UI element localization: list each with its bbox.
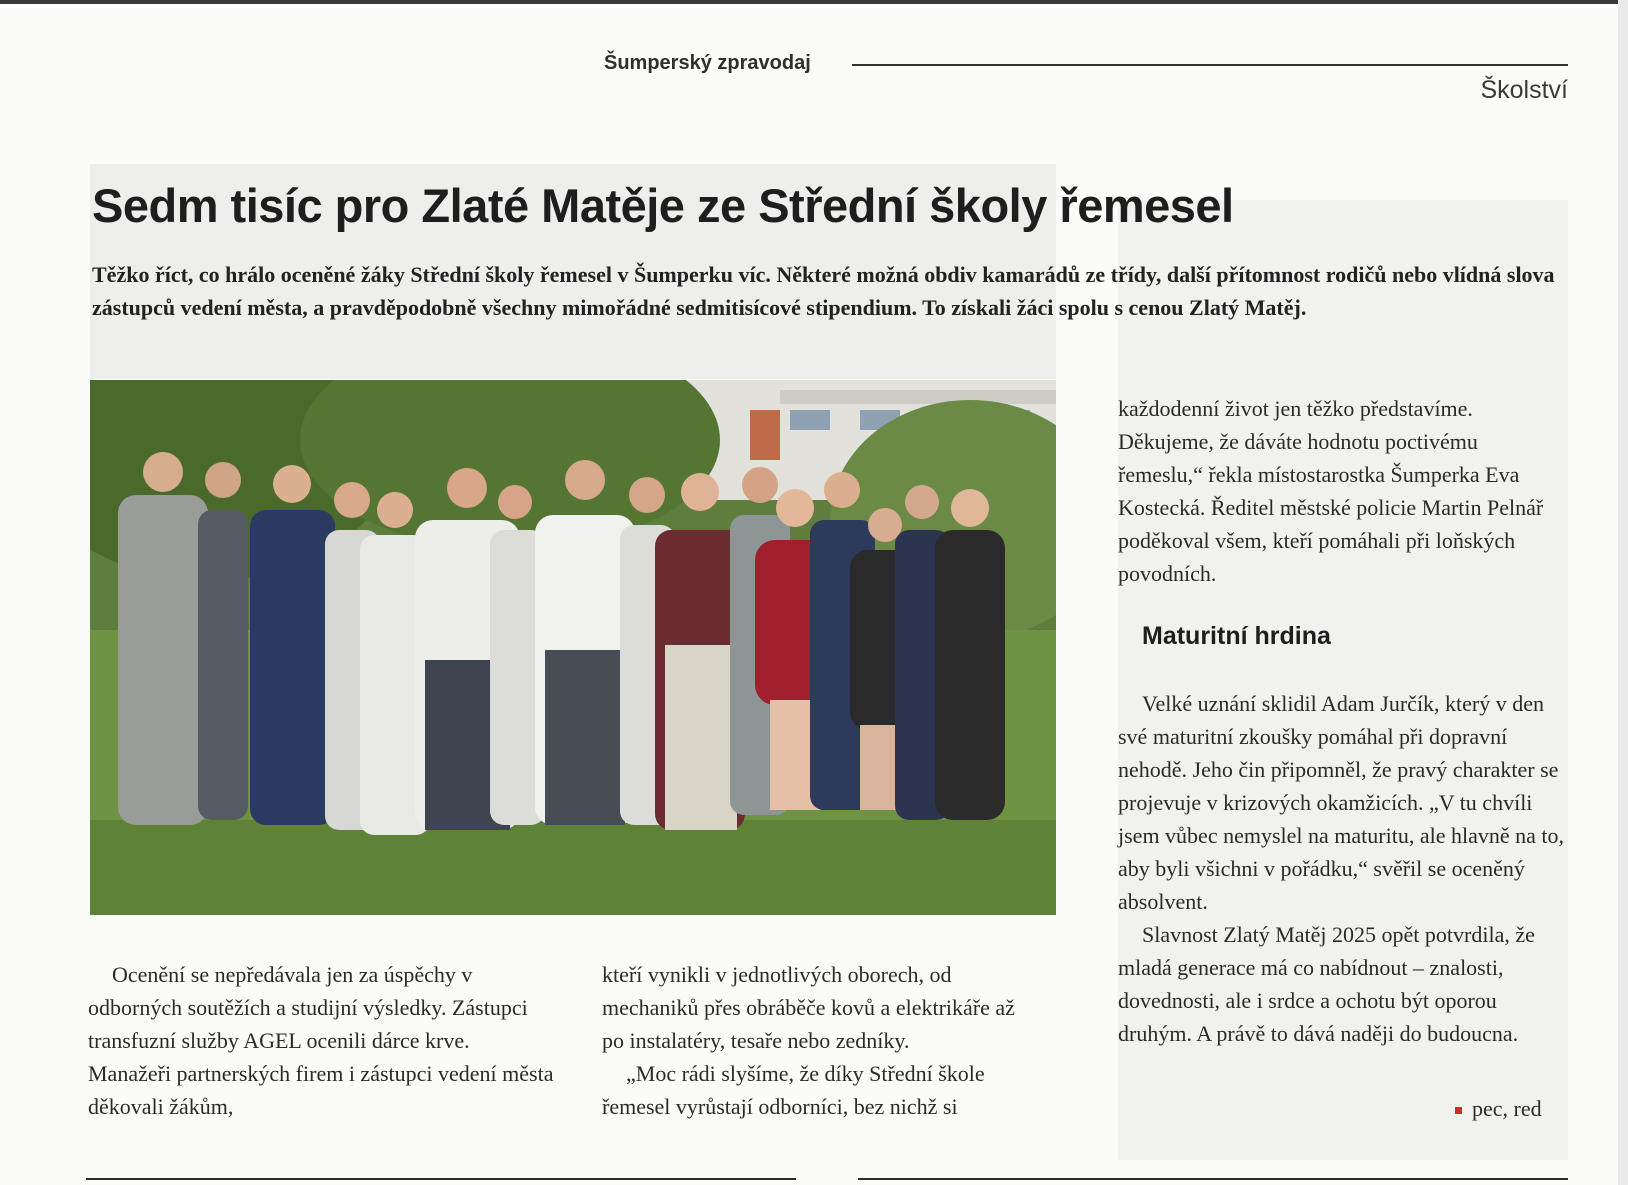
group-photo (90, 380, 1056, 915)
column-3-paragraph-3: Slavnost Zlatý Matěj 2025 opět potvrdila, že mladá generace má co nabídnout – znalosti, dovednosti, ale i srdce a ochotu být oporou druhým. A právě to dává naději do budoucna. (1118, 922, 1535, 1046)
article-headline: Sedm tisíc pro Zlaté Matěje ze Střední školy řemesel (92, 179, 1234, 232)
section-label: Školství (1480, 76, 1568, 104)
article-column-3 (1118, 392, 1568, 1050)
column-1-paragraph: Ocenění se nepředávala jen za úspěchy v odborných soutěžích a studijní výsledky. Zástupci transfuzní služby AGEL ocenili dárce krve. Manažeři partnerských firem i zástupci vedení města děkovali žákům, (88, 962, 554, 1119)
bottom-rule-left (86, 1178, 796, 1180)
group-photo-illustration (90, 380, 1056, 915)
signature-marker (1455, 1107, 1462, 1114)
column-2-paragraph-1: kteří vynikli v jednotlivých oborech, od mechaniků přes obráběče kovů a elektrikáře až po instalatéry, tesaře nebo zedníky. (602, 962, 1015, 1053)
masthead-rule (852, 64, 1568, 66)
column-3-paragraph-1: každodenní život jen těžko představíme. Děkujeme, že dáváte hodnotu poctivému řemeslu,“ řekla místostarostka Šumperka Eva Kostecká. Ředitel městské policie Martin Pelnář poděkoval všem, kteří pomáhali při loňských povodních. (1118, 396, 1544, 586)
bottom-rule-right (858, 1178, 1568, 1180)
publication-name: Šumperský zpravodaj (604, 52, 811, 74)
article-lead: Těžko říct, co hrálo oceněné žáky Střední školy řemesel v Šumperku víc. Některé možná obdiv kamarádů ze třídy, další přítomnost rodičů nebo vlídná slova zástupců vedení města, a pravděpodobně všechny mimořádné sedmitisícové stipendium. To získali žáci spolu s cenou Zlatý Matěj. (92, 262, 1555, 320)
page-right-edge (1618, 0, 1628, 1185)
author-signature (1455, 1096, 1542, 1122)
column-2-paragraph-2: „Moc rádi slyšíme, že díky Střední škole řemesel vyrůstají odborníci, bez nichž si (602, 1061, 985, 1119)
page-top-edge (0, 0, 1628, 4)
column-3-paragraph-2: Velké uznání sklidil Adam Jurčík, který v den své maturitní zkoušky pomáhal při dopravní nehodě. Jeho čin připomněl, že pravý charakter se projevuje v krizových okamžicích. „V tu chvíli jsem vůbec nemyslel na maturitu, ale hlavně na to, aby byli všichni v pořádku,“ svěřil se oceněný absolvent. (1118, 691, 1564, 914)
signature-text: pec, red (1472, 1096, 1542, 1121)
subheading: Maturitní hrdina (1142, 622, 1331, 650)
article-column-2 (602, 958, 1042, 1123)
article-column-1 (88, 958, 558, 1123)
